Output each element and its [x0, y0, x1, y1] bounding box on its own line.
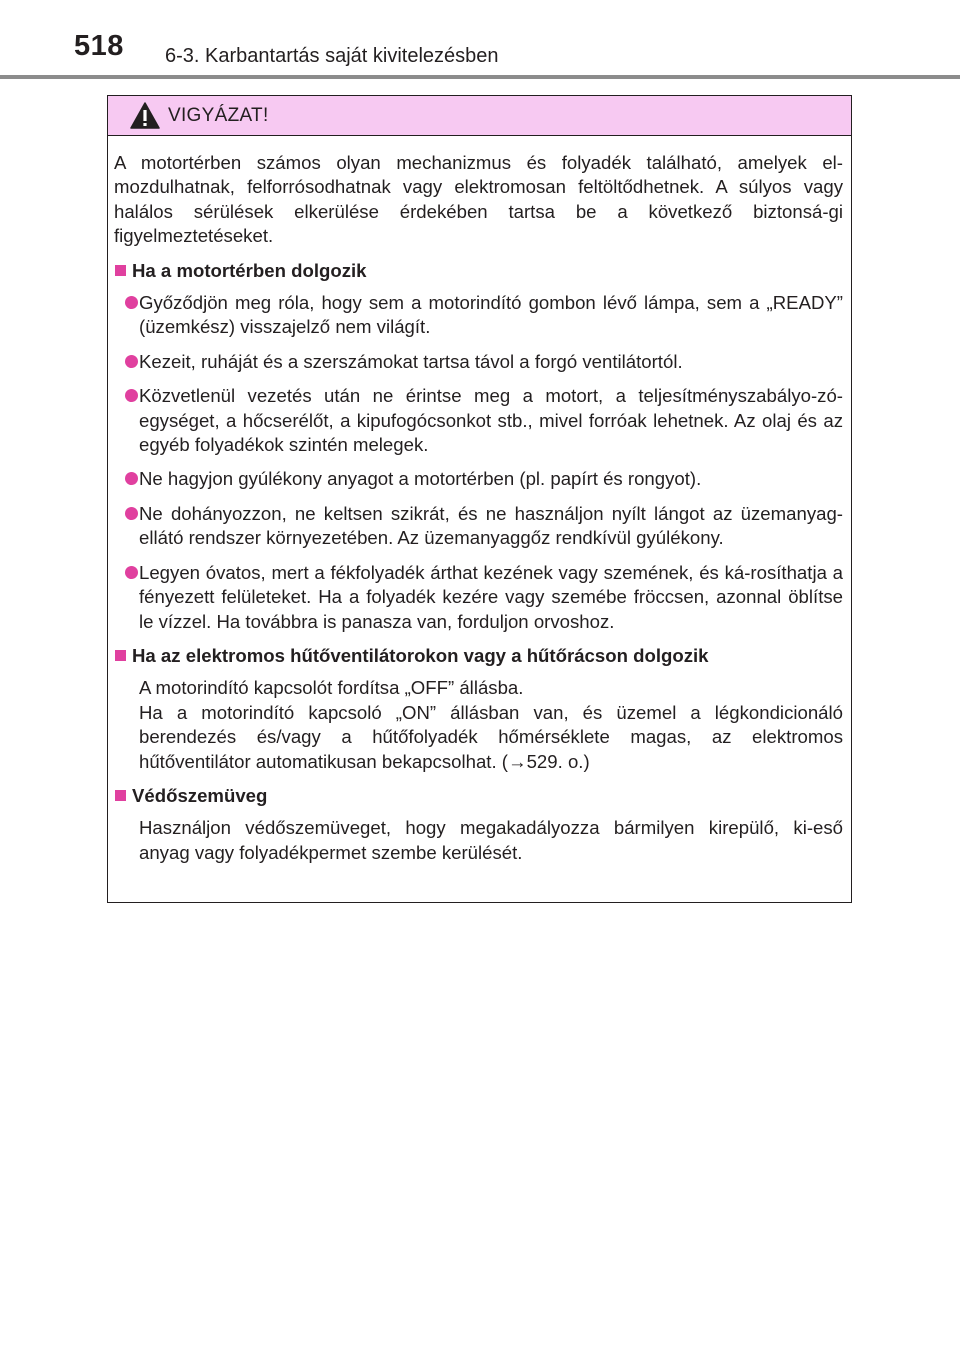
section-heading-text: Ha a motortérben dolgozik — [132, 259, 367, 281]
list-item — [114, 467, 843, 491]
warning-title: VIGYÁZAT! — [168, 105, 269, 126]
section-heading-engine — [114, 259, 843, 283]
paragraph-text: Használjon védőszemüveget, hogy megakadályozza bármilyen kirepülő, ki-eső anyag vagy folyadékpermet szembe kerülését. — [139, 817, 843, 863]
round-bullet-icon — [125, 566, 138, 579]
square-bullet-icon — [115, 790, 126, 801]
list-item — [114, 291, 843, 340]
section-heading-text: Védőszemüveg — [132, 784, 268, 806]
intro-paragraph: A motortérben számos olyan mechanizmus és folyadék található, amelyek el-mozdulhatnak, felforrósodhatnak vagy elektromosan feltöltődhetnek. A súlyos vagy halálos sérülések elkerülése érdekében tartsa be a következő biztonsá-gi figyelmeztetéseket. — [114, 152, 843, 247]
square-bullet-icon — [115, 265, 126, 276]
list-item — [114, 502, 843, 551]
list-item — [114, 561, 843, 634]
header-rule — [0, 75, 960, 79]
list-item-text: Legyen óvatos, mert a fékfolyadék árthat kezének vagy szemének, és ká-rosíthatja a fényezett felületeket. Ha a folyadék kezére vagy szemébe fröccsen, azonnal öblítse le vízzel. Ha továbbra is panasza van, forduljon orvoshoz. — [139, 561, 843, 632]
warning-content — [114, 151, 843, 875]
list-item-text: Kezeit, ruháját és a szerszámokat tartsa távol a forgó ventilátortól. — [139, 350, 683, 372]
list-item-text: Ne dohányozzon, ne keltsen szikrát, és ne használjon nyílt lángot az üzemanyag-ellátó rendszer környezetében. Az üzemanyaggőz rendkívül gyúlékony. — [139, 502, 843, 549]
paragraph-line: A motorindító kapcsolót fordítsa „OFF” állásba. — [139, 677, 524, 699]
warning-box — [107, 95, 852, 903]
list-item-text: Győződjön meg róla, hogy sem a motorindító gombon lévő lámpa, sem a „READY” (üzemkész) visszajelző nem világít. — [139, 292, 843, 338]
page-header — [0, 0, 960, 80]
round-bullet-icon — [125, 389, 138, 402]
round-bullet-icon — [125, 507, 138, 520]
round-bullet-icon — [125, 296, 138, 309]
section-heading-goggles — [114, 784, 843, 808]
round-bullet-icon — [125, 355, 138, 368]
paragraph-text: Ha a motorindító kapcsoló „ON” állásban van, és üzemel a légkondicionáló berendezés és/vagy a hűtőfolyadék hőmérséklete magas, az elektromos hűtőventilátor automatikusan bekapcsolhat. (→529. o.) — [139, 701, 843, 772]
warning-triangle-icon — [130, 102, 160, 129]
list-item-text: Közvetlenül vezetés után ne érintse meg a motort, a teljesítményszabályo-zó-egységet, a hőcserélőt, a kipufogócsonkot stb., mivel forróak lehetnek. Az olaj és az egyéb folyadékok szintén melegek. — [139, 385, 843, 456]
list-item-text: Ne hagyjon gyúlékony anyagot a motortérben (pl. papírt és rongyot). — [139, 468, 702, 490]
square-bullet-icon — [115, 650, 126, 661]
section-heading-text: Ha az elektromos hűtőventilátorokon vagy a hűtőrácson dolgozik — [132, 644, 709, 666]
list-item — [114, 384, 843, 457]
section-title: 6-3. Karbantartás saját kivitelezésben — [165, 45, 499, 67]
round-bullet-icon — [125, 472, 138, 485]
page-number: 518 — [74, 30, 124, 62]
section-heading-cooling-fan — [114, 644, 843, 668]
goggles-text — [114, 816, 843, 865]
cooling-fan-text — [114, 676, 843, 774]
list-item — [114, 350, 843, 374]
warning-header — [108, 96, 851, 136]
